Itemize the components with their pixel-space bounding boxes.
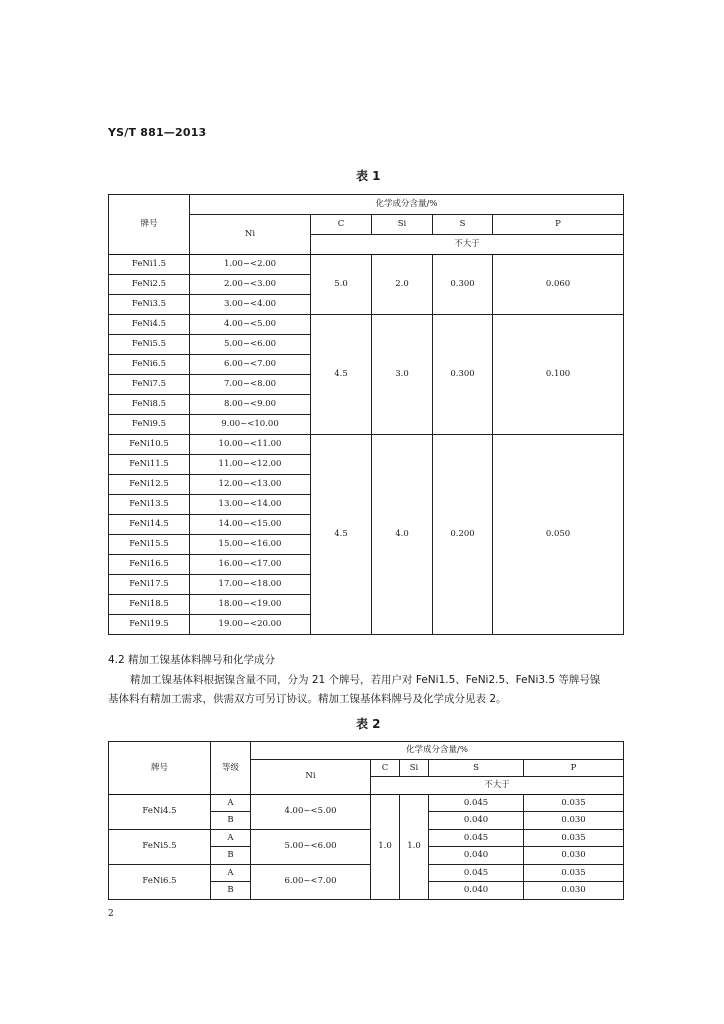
ni-cell: 6.00~<7.00 xyxy=(251,864,371,899)
ni-cell: 19.00~<20.00 xyxy=(190,615,311,635)
p-cell: 0.050 xyxy=(493,435,624,635)
table1-header-composition: 化学成分含量/% xyxy=(190,195,624,215)
level-cell: A xyxy=(211,794,251,812)
p-cell: 0.030 xyxy=(524,847,624,865)
ni-cell: 5.00~<6.00 xyxy=(190,335,311,355)
c-cell: 4.5 xyxy=(311,315,372,435)
ni-cell: 13.00~<14.00 xyxy=(190,495,311,515)
table2-header-composition: 化学成分含量/% xyxy=(251,742,624,760)
ni-cell: 17.00~<18.00 xyxy=(190,575,311,595)
table1-header-si: Si xyxy=(372,215,433,235)
ni-cell: 6.00~<7.00 xyxy=(190,355,311,375)
ni-cell: 1.00~<2.00 xyxy=(190,255,311,275)
grade-cell: FeNi16.5 xyxy=(109,555,190,575)
table1-header-s: S xyxy=(433,215,493,235)
ni-cell: 5.00~<6.00 xyxy=(251,829,371,864)
level-cell: B xyxy=(211,882,251,900)
grade-cell: FeNi8.5 xyxy=(109,395,190,415)
grade-cell: FeNi4.5 xyxy=(109,794,211,829)
table1-header-ni: Ni xyxy=(190,215,311,255)
ni-cell: 4.00~<5.00 xyxy=(251,794,371,829)
table2 xyxy=(108,741,624,900)
si-cell: 1.0 xyxy=(400,794,429,899)
table1-header-grade: 牌号 xyxy=(109,195,190,255)
s-cell: 0.200 xyxy=(433,435,493,635)
ni-cell: 7.00~<8.00 xyxy=(190,375,311,395)
level-cell: B xyxy=(211,847,251,865)
page-number: 2 xyxy=(108,909,114,919)
ni-cell: 8.00~<9.00 xyxy=(190,395,311,415)
grade-cell: FeNi3.5 xyxy=(109,295,190,315)
table2-header-si: Si xyxy=(400,759,429,777)
grade-cell: FeNi5.5 xyxy=(109,335,190,355)
s-cell: 0.045 xyxy=(429,794,524,812)
grade-cell: FeNi11.5 xyxy=(109,455,190,475)
s-cell: 0.040 xyxy=(429,882,524,900)
s-cell: 0.045 xyxy=(429,864,524,882)
table-row xyxy=(109,829,624,847)
ni-cell: 14.00~<15.00 xyxy=(190,515,311,535)
grade-cell: FeNi6.5 xyxy=(109,864,211,899)
si-cell: 2.0 xyxy=(372,255,433,315)
table2-header-not-more-than: 不大于 xyxy=(371,777,624,795)
table-row xyxy=(109,435,624,455)
si-cell: 4.0 xyxy=(372,435,433,635)
ni-cell: 18.00~<19.00 xyxy=(190,595,311,615)
level-cell: A xyxy=(211,829,251,847)
table-row xyxy=(109,864,624,882)
grade-cell: FeNi1.5 xyxy=(109,255,190,275)
ni-cell: 10.00~<11.00 xyxy=(190,435,311,455)
p-cell: 0.035 xyxy=(524,864,624,882)
grade-cell: FeNi9.5 xyxy=(109,415,190,435)
c-cell: 5.0 xyxy=(311,255,372,315)
s-cell: 0.040 xyxy=(429,812,524,830)
ni-cell: 9.00~<10.00 xyxy=(190,415,311,435)
ni-cell: 11.00~<12.00 xyxy=(190,455,311,475)
grade-cell: FeNi14.5 xyxy=(109,515,190,535)
table-row xyxy=(109,794,624,812)
grade-cell: FeNi13.5 xyxy=(109,495,190,515)
paragraph-line-2: 基体料有精加工需求，供需双方可另订协议。精加工镍基体料牌号及化学成分见表 2。 xyxy=(108,693,507,705)
table2-header-c: C xyxy=(371,759,400,777)
s-cell: 0.040 xyxy=(429,847,524,865)
grade-cell: FeNi7.5 xyxy=(109,375,190,395)
table-row xyxy=(109,315,624,335)
table1-header-c: C xyxy=(311,215,372,235)
level-cell: A xyxy=(211,864,251,882)
p-cell: 0.030 xyxy=(524,882,624,900)
table2-header-p: P xyxy=(524,759,624,777)
table2-header-level: 等级 xyxy=(211,742,251,795)
table1-header-not-more-than: 不大于 xyxy=(311,235,624,255)
table-row xyxy=(109,255,624,275)
p-cell: 0.035 xyxy=(524,829,624,847)
level-cell: B xyxy=(211,812,251,830)
p-cell: 0.035 xyxy=(524,794,624,812)
table2-caption: 表 2 xyxy=(356,717,381,731)
p-cell: 0.060 xyxy=(493,255,624,315)
table2-header-ni: Ni xyxy=(251,759,371,794)
table1-header-p: P xyxy=(493,215,624,235)
table1 xyxy=(108,194,624,635)
grade-cell: FeNi17.5 xyxy=(109,575,190,595)
ni-cell: 15.00~<16.00 xyxy=(190,535,311,555)
s-cell: 0.300 xyxy=(433,255,493,315)
grade-cell: FeNi10.5 xyxy=(109,435,190,455)
ni-cell: 4.00~<5.00 xyxy=(190,315,311,335)
grade-cell: FeNi5.5 xyxy=(109,829,211,864)
p-cell: 0.100 xyxy=(493,315,624,435)
section-heading: 4.2 精加工镍基体料牌号和化学成分 xyxy=(108,654,276,666)
document-header: YS/T 881—2013 xyxy=(108,126,207,139)
table2-header-grade: 牌号 xyxy=(109,742,211,795)
p-cell: 0.030 xyxy=(524,812,624,830)
ni-cell: 3.00~<4.00 xyxy=(190,295,311,315)
table2-header-s: S xyxy=(429,759,524,777)
c-cell: 1.0 xyxy=(371,794,400,899)
ni-cell: 12.00~<13.00 xyxy=(190,475,311,495)
s-cell: 0.045 xyxy=(429,829,524,847)
ni-cell: 2.00~<3.00 xyxy=(190,275,311,295)
grade-cell: FeNi12.5 xyxy=(109,475,190,495)
s-cell: 0.300 xyxy=(433,315,493,435)
grade-cell: FeNi19.5 xyxy=(109,615,190,635)
grade-cell: FeNi18.5 xyxy=(109,595,190,615)
ni-cell: 16.00~<17.00 xyxy=(190,555,311,575)
grade-cell: FeNi2.5 xyxy=(109,275,190,295)
table1-caption: 表 1 xyxy=(356,169,381,183)
c-cell: 4.5 xyxy=(311,435,372,635)
paragraph-line-1: 精加工镍基体料根据镍含量不同，分为 21 个牌号，若用户对 FeNi1.5、FeNi2.5、FeNi3.5 等牌号镍 xyxy=(130,674,601,686)
grade-cell: FeNi6.5 xyxy=(109,355,190,375)
grade-cell: FeNi4.5 xyxy=(109,315,190,335)
si-cell: 3.0 xyxy=(372,315,433,435)
grade-cell: FeNi15.5 xyxy=(109,535,190,555)
